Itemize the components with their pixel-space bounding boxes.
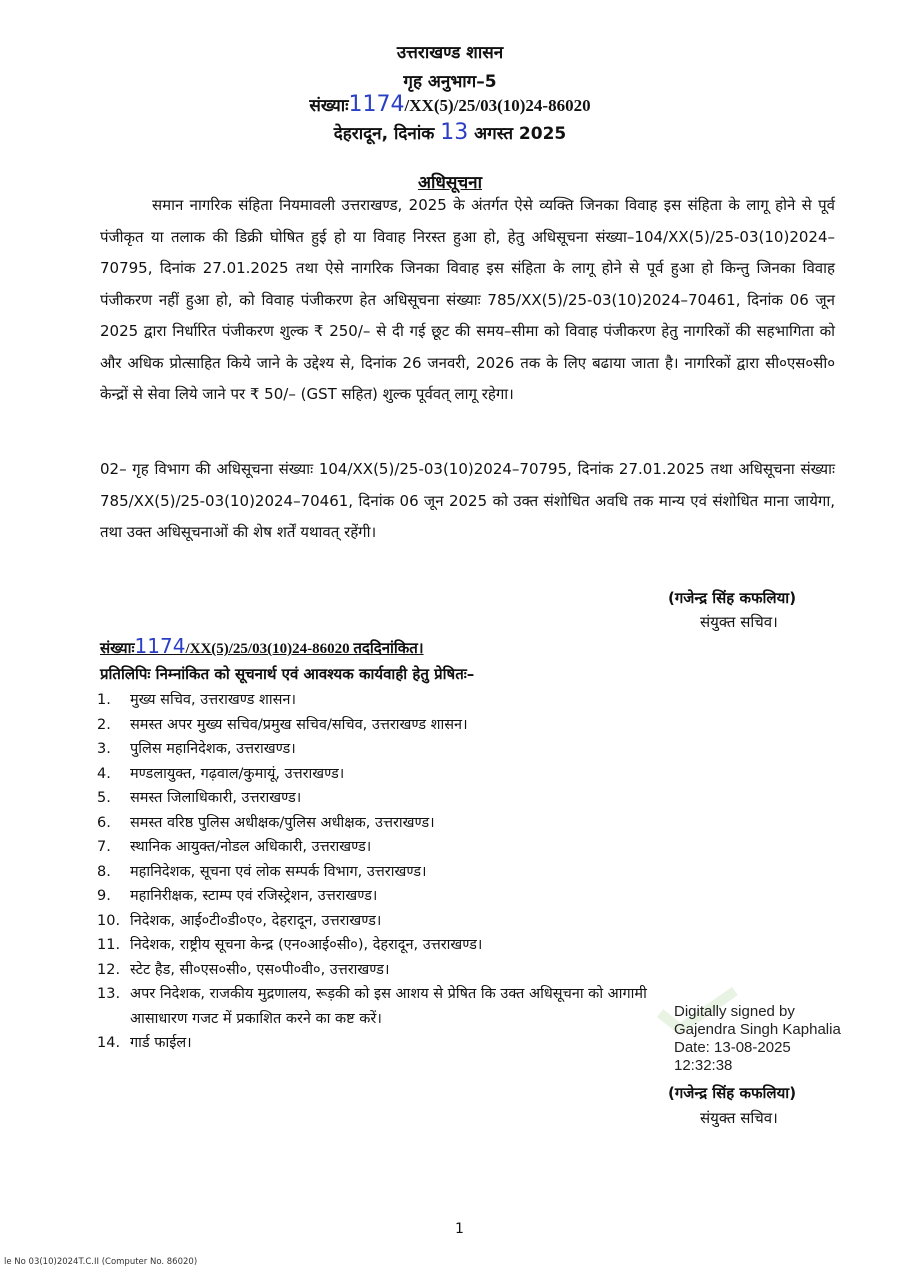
list-item: 9. महानिरीक्षक, स्टाम्प एवं रजिस्ट्रेशन, उत्तराखण्ड। [97,888,378,904]
list-item: 7. स्थानिक आयुक्त/नोडल अधिकारी, उत्तराखण्ड। [97,839,372,855]
paragraph-2-text: 02– गृह विभाग की अधिसूचना संख्याः 104/XX(5)/25-03(10)2024–70795, दिनांक 27.01.2025 तथा अधिसूचना संख्याः 785/XX(5)/25-03(10)2024–70461, दिनांक 06 जून 2025 को उक्त संशोधित अवधि तक मान्य एवं संशोधित माना जायेगा, तथा उक्त अधिसूचनाओं की शेष शर्तें यथावत् रहेंगी। [100,460,835,541]
list-item: 3. पुलिस महानिदेशक, उत्तराखण्ड। [97,741,296,757]
endorsement-number-suffix: /XX(5)/25/03(10)24-86020 तददिनांकित। [185,641,424,657]
digital-signature-block [674,1003,841,1075]
list-item: 10. निदेशक, आई०टी०डी०ए०, देहरादून, उत्तराखण्ड। [97,912,382,929]
month-year: अगस्त 2025 [474,124,567,144]
paragraph-2 [100,454,835,549]
endorsement-number [100,634,424,658]
list-item: 8. महानिदेशक, सूचना एवं लोक सम्पर्क विभाग, उत्तराखण्ड। [97,863,427,880]
endorsement-handwritten-number: 1174 [134,634,186,658]
paragraph-1 [100,190,835,411]
handwritten-date: 13 [440,120,469,145]
copy-heading: प्रतिलिपिः निम्नांकित को सूचनार्थ एवं आवश्यक कार्यवाही हेतु प्रेषितः– [100,665,475,683]
list-item: 14. गार्ड फाईल। [97,1035,192,1051]
place-date-prefix: देहरादून, दिनांक [333,124,435,144]
department: गृह अनुभाग–5 [403,72,497,92]
paragraph-1-text: समान नागरिक संहिता नियमावली उत्तराखण्ड, 2025 के अंतर्गत ऐसे व्यक्ति जिनका विवाह इस संहिता के लागू होने से पूर्व पंजीकृत या तलाक की डिक्री घोषित हुई हो या विवाह निरस्त हुआ हो, हेतु अधिसूचना संख्या–104/XX(5)/25-03(10)2024–70795, दिनांक 27.01.2025 तथा ऐसे नागरिक जिनका विवाह इस संहिता के लागू होने से पूर्व हुआ हो किन्तु जिनका विवाह पंजीकरण नहीं हुआ हो, को विवाह पंजीकरण हेत अधिसूचना संख्याः 785/XX(5)/25-03(10)2024–70461, दिनांक 06 जून 2025 द्वारा निर्धारित पंजीकरण शुल्क ₹ 250/– से दी गई छूट की समय–सीमा को विवाह पंजीकरण हेतु नागरिकों की सहभागिता को और अधिक प्रोत्साहित किये जाने के उद्देश्य से, दिनांक 26 जनवरी, 2026 तक के लिए बढाया जाता है। नागरिकों द्वारा सी०एस०सी० केन्द्रों से सेवा लिये जाने पर ₹ 50/– (GST सहित) शुल्क पूर्ववत् लागू रहेगा। [100,196,835,403]
signatory-designation-2: संयुक्त सचिव। [700,1109,778,1127]
list-item: 13. अपर निदेशक, राजकीय मुद्रणालय, रूड़की को इस आशय से प्रेषित कि उक्त अधिसूचना को आगामी आसाधारण गजट में प्रकाशित करने का कष्ट करें। [97,986,647,1027]
list-item: 6. समस्त वरिष्ठ पुलिस अधीक्षक/पुलिस अधीक्षक, उत्तराखण्ड। [97,814,435,831]
digital-signature-line: Date: 13-08-2025 [674,1039,791,1056]
number-suffix: /XX(5)/25/03(10)24-86020 [404,96,591,115]
list-item: 5. समस्त जिलाधिकारी, उत्तराखण्ड। [97,790,302,806]
digital-signature-line: Digitally signed by [674,1003,795,1020]
signatory-name-2: (गजेन्द्र सिंह कफलिया) [668,1084,797,1102]
list-item: 4. मण्डलायुक्त, गढ़वाल/कुमायूं, उत्तराखण्ड। [97,765,345,782]
endorsement-number-label: संख्याः [100,639,135,657]
digital-signature-line: 12:32:38 [674,1057,733,1074]
list-item: 12. स्टेट हैड, सी०एस०सी०, एस०पी०वी०, उत्तराखण्ड। [97,961,390,978]
letter-number [0,92,900,117]
handwritten-number: 1174 [348,92,405,117]
signatory-designation: संयुक्त सचिव। [700,613,778,631]
file-footer: le No 03(10)2024T.C.II (Computer No. 86020) [4,1257,198,1267]
list-item: 11. निदेशक, राष्ट्रीय सूचना केन्द्र (एन०आई०सी०), देहरादून, उत्तराखण्ड। [97,937,483,953]
govt-name: उत्तराखण्ड शासन [396,43,504,63]
number-label: संख्याः [309,96,349,116]
digital-signature-line: Gajendra Singh Kaphalia [674,1021,841,1038]
signatory-name: (गजेन्द्र सिंह कफलिया) [668,589,797,607]
list-item: 2. समस्त अपर मुख्य सचिव/प्रमुख सचिव/सचिव, उत्तराखण्ड शासन। [97,716,468,733]
place-date [0,120,900,145]
page-number: 1 [455,1221,464,1237]
list-item: 1. मुख्य सचिव, उत्तराखण्ड शासन। [97,692,296,708]
notification-title: अधिसूचना [418,173,482,193]
recipient-list [97,688,657,1056]
